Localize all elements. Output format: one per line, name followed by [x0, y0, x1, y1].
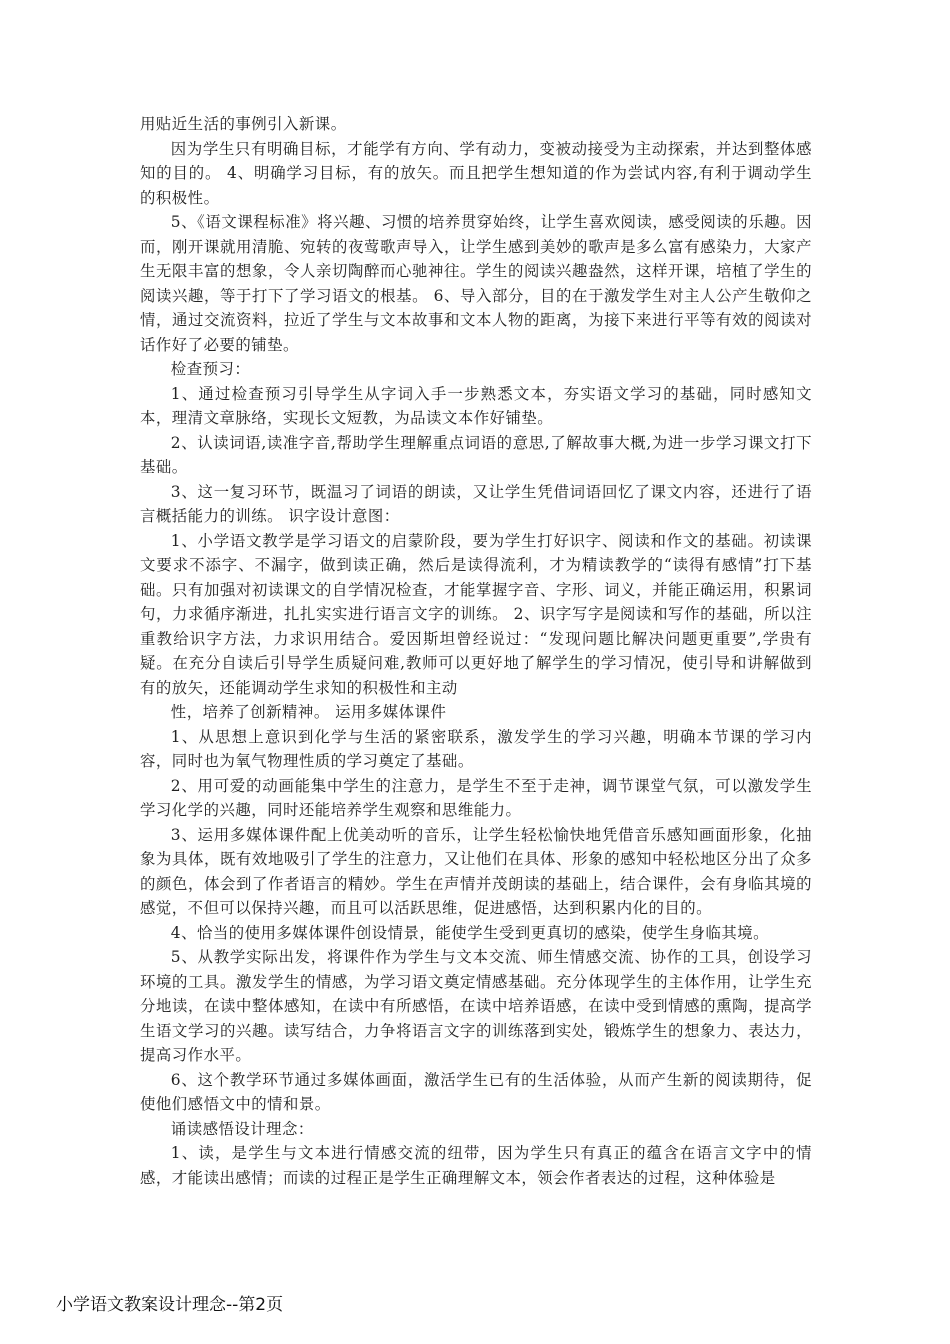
paragraph: 5、《语文课程标准》将兴趣、习惯的培养贯穿始终，让学生喜欢阅读，感受阅读的乐趣。因而，刚开课就用清脆、宛转的夜莺歌声导入，让学生感到美妙的歌声是多么富有感染力，大家产生无限丰富的想象，令人亲切陶醉而心驰神往。学生的阅读兴趣盎然，这样开课，培植了学生的阅读兴趣，等于打下了学习语文的根基。 6、导入部分，目的在于激发学生对主人公产生敬仰之情，通过交流资料，拉近了学生与文本故事和文本人物的距离，为接下来进行平等有效的阅读对话作好了必要的铺垫。: [140, 213, 812, 354]
paragraph: 4、恰当的使用多媒体课件创设情景，能使学生受到更真切的感染，使学生身临其境。: [170, 923, 770, 942]
paragraph: 5、从教学实际出发，将课件作为学生与文本交流、师生情感交流、协作的工具，创设学习环境的工具。激发学生的情感，为学习语文奠定情感基础。充分体现学生的主体作用，让学生充分地读，在读中整体感知，在读中有所感悟，在读中培养语感，在读中受到情感的熏陶，提高学生语文学习的兴趣。读写结合，力争将语言文字的训练落到实处，锻炼学生的想象力、表达力，提高习作水平。: [140, 948, 812, 1064]
paragraph: 2、用可爱的动画能集中学生的注意力，是学生不至于走神，调节课堂气氛，可以激发学生学习化学的兴趣，同时还能培养学生观察和思维能力。: [140, 776, 812, 819]
paragraph: 因为学生只有明确目标，才能学有方向、学有动力，变被动接受为主动探索，并达到整体感知的目的。 4、明确学习目标，有的放矢。而且把学生想知道的作为尝试内容,有利于调动学生的积极性。: [140, 139, 812, 207]
body-text: [140, 112, 812, 1190]
section-heading: 诵读感悟设计理念：: [170, 1119, 314, 1138]
page-footer: 小学语文教案设计理念--第2页: [56, 1295, 284, 1315]
paragraph: 3、运用多媒体课件配上优美动听的音乐，让学生轻松愉快地凭借音乐感知画面形象，化抽象为具体，既有效地吸引了学生的注意力，又让他们在具体、形象的感知中轻松地区分出了众多的颜色，体会到了作者语言的精妙。学生在声情并茂朗读的基础上，结合课件，会有身临其境的感觉，不但可以保持兴趣，而且可以活跃思维，促进感悟，达到积累内化的目的。: [140, 825, 812, 917]
paragraph: 性，培养了创新精神。 运用多媒体课件: [170, 703, 447, 721]
section-heading: 检查预习：: [170, 360, 251, 378]
paragraph: 1、读，是学生与文本进行情感交流的纽带，因为学生只有真正的蕴含在语言文字中的情感，才能读出感情；而读的过程正是学生正确理解文本，领会作者表达的过程，这种体验是: [140, 1144, 812, 1187]
paragraph: 1、通过检查预习引导学生从字词入手一步熟悉文本，夯实语文学习的基础，同时感知文本，理清文章脉络，实现长文短教，为品读文本作好铺垫。: [140, 384, 812, 427]
paragraph: 1、从思想上意识到化学与生活的紧密联系，激发学生的学习兴趣，明确本节课的学习内容，同时也为氧气物理性质的学习奠定了基础。: [140, 727, 812, 770]
paragraph: 6、这个教学环节通过多媒体画面，激活学生已有的生活体验，从而产生新的阅读期待，促使他们感悟文中的情和景。: [140, 1070, 812, 1113]
paragraph: 用贴近生活的事例引入新课。: [140, 115, 347, 133]
paragraph: 2、认读词语,读准字音,帮助学生理解重点词语的意思,了解故事大概,为进一步学习课文打下基础。: [140, 433, 812, 476]
paragraph: 3、这一复习环节，既温习了词语的朗读，又让学生凭借词语回忆了课文内容，还进行了语言概括能力的训练。 识字设计意图：: [140, 482, 812, 525]
paragraph: 1、小学语文教学是学习语文的启蒙阶段，要为学生打好识字、阅读和作文的基础。初读课文要求不添字、不漏字，做到读正确，然后是读得流利，才为精读教学的“读得有感情”打下基础。只有加强对初读课文的自学情况检查，才能掌握字音、字形、词义，并能正确运用，积累词句，力求循序渐进，扎扎实实进行语言文字的训练。 2、识字写字是阅读和写作的基础，所以注重教给识字方法，力求识用结合。爱因斯坦曾经说过：“发现问题比解决问题更重要”,学贵有疑。在充分自读后引导学生质疑问难,教师可以更好地了解学生的学习情况，使引导和讲解做到有的放矢，还能调动学生求知的积极性和主动: [140, 531, 812, 697]
